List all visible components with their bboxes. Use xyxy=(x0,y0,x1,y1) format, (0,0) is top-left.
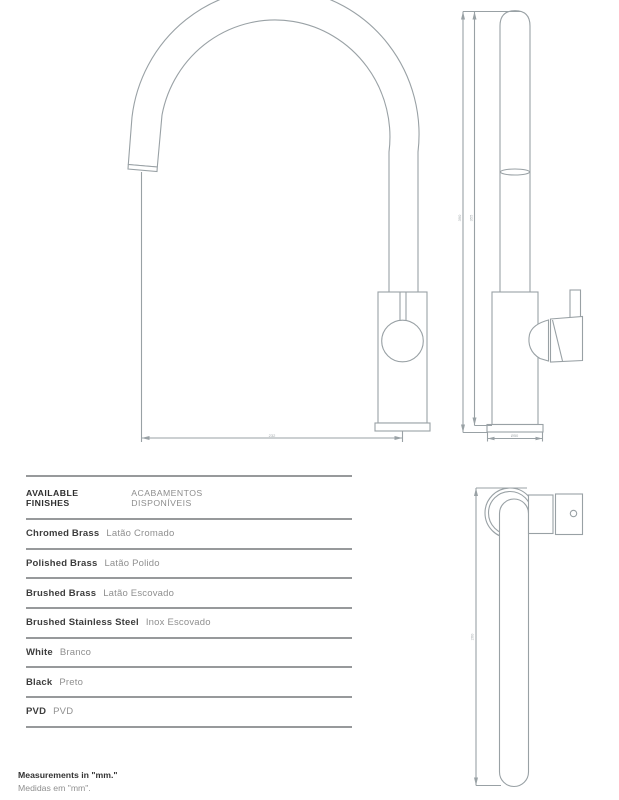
finish-name-en: Brushed Brass xyxy=(26,587,97,599)
side-view-drawing xyxy=(457,11,583,442)
finish-name-pt: Latão Polido xyxy=(104,558,160,570)
finish-name-en: Black xyxy=(26,676,53,688)
top-view-drawing xyxy=(470,488,583,787)
finish-row xyxy=(26,639,352,669)
finishes-table xyxy=(26,475,352,728)
finishes-header-pt: ACABAMENTOS DISPONÍVEIS xyxy=(131,487,203,508)
finish-name-pt: Inox Escovado xyxy=(145,617,211,629)
finish-name-en: Brushed Stainless Steel xyxy=(26,617,139,629)
spout-column xyxy=(500,11,530,292)
base-plate-side xyxy=(487,425,543,433)
finish-row xyxy=(26,579,352,609)
handle-stem xyxy=(570,290,581,318)
side-height-total-dim-label: 390 xyxy=(457,214,462,222)
finish-name-pt: Branco xyxy=(59,647,92,659)
finish-name-en: White xyxy=(26,647,53,659)
spout-top-profile xyxy=(500,499,529,787)
finish-name-pt: Latão Cromado xyxy=(106,528,175,540)
finish-name-en: PVD xyxy=(26,706,47,718)
finish-row xyxy=(26,550,352,580)
handle-top-profile xyxy=(556,494,583,535)
units-note-pt: Medidas em "mm". xyxy=(18,782,91,793)
finish-row xyxy=(26,609,352,639)
handle-joint-circle xyxy=(382,320,424,362)
front-reach-dim-label: 232 xyxy=(268,432,276,438)
finish-name-pt: PVD xyxy=(53,706,74,718)
side-base-dim-label: Ø50 xyxy=(510,433,519,438)
finish-name-en: Polished Brass xyxy=(26,558,98,570)
units-note xyxy=(18,769,118,794)
finish-name-en: Chromed Brass xyxy=(26,528,100,540)
base-plate xyxy=(375,423,430,431)
dim-extension-lines xyxy=(142,172,403,442)
handle-lever xyxy=(551,317,583,363)
front-view-drawing xyxy=(128,0,430,442)
finish-row xyxy=(26,698,352,728)
finish-row xyxy=(26,668,352,698)
finishes-header-en: AVAILABLE FINISHES xyxy=(26,487,79,508)
faucet-body-side xyxy=(492,292,538,425)
units-note-en: Measurements in "mm." xyxy=(18,770,118,780)
finish-name-pt: Preto xyxy=(59,676,84,688)
top-length-dim-label: 260 xyxy=(469,633,475,641)
spout-outer-arc xyxy=(132,0,419,292)
side-height-spout-dim-label: 355 xyxy=(468,214,474,222)
spout-inner-arc xyxy=(162,20,390,292)
spout-tip xyxy=(128,115,162,167)
handle-connector-top xyxy=(529,495,554,534)
finish-row xyxy=(26,520,352,550)
finishes-table-header xyxy=(26,477,352,520)
finish-name-pt: Latão Escovado xyxy=(103,587,175,599)
spout-tip-rim xyxy=(128,165,157,172)
